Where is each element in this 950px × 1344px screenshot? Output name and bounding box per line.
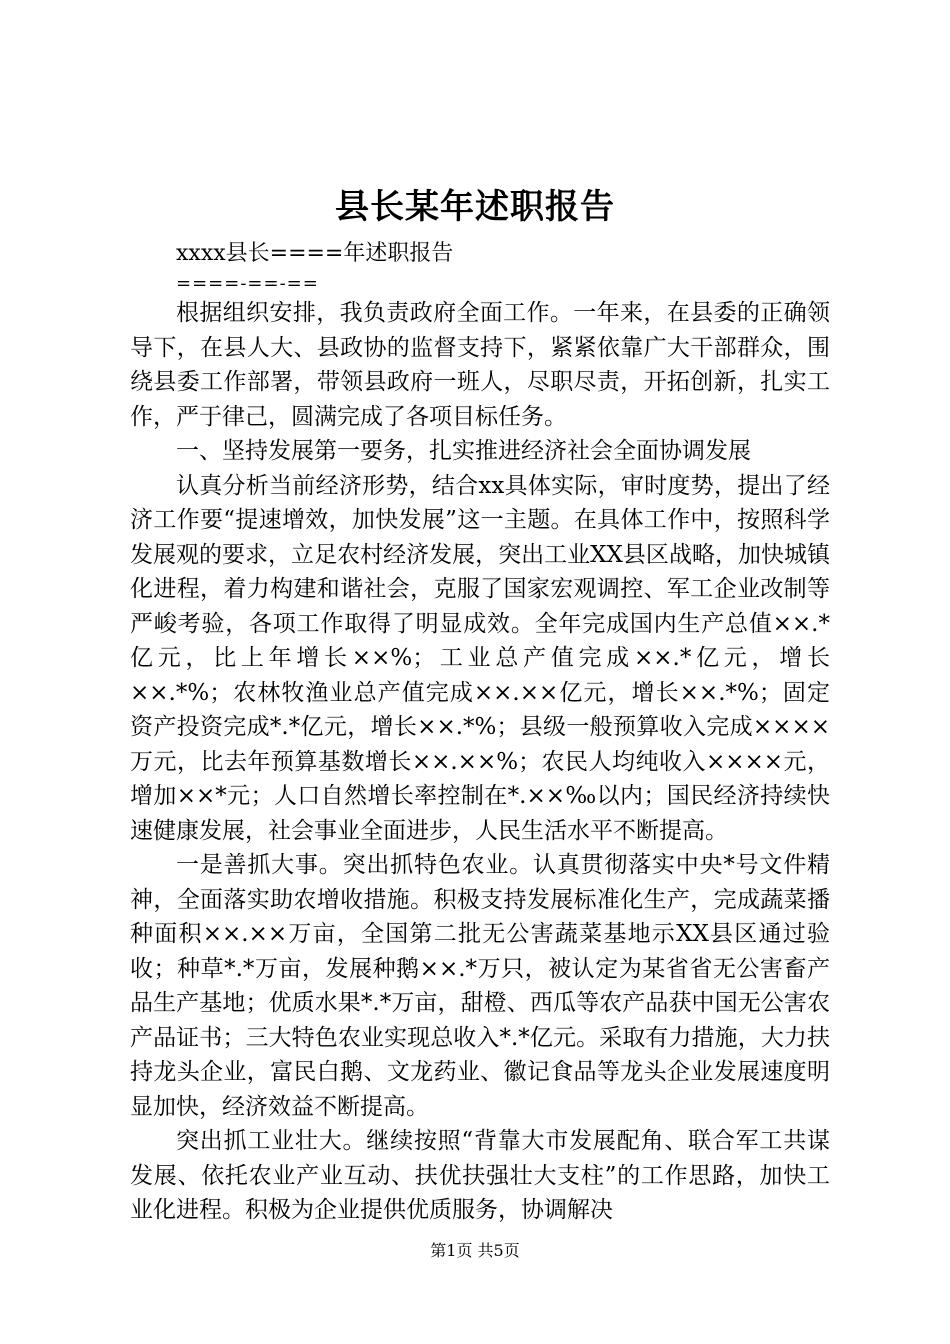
- document-title: 县长某年述职报告: [335, 187, 615, 227]
- paragraph-industry: 突出抓工业壮大。继续按照“背靠大市发展配角、联合军工共谋发展、依托农业产业互动、扶优扶强壮大支柱”的工作思路，加快工业化进程。积极为企业提供优质服务，协调解决: [130, 1128, 830, 1223]
- paragraph-agriculture: 一是善抓大事。突出抓特色农业。认真贯彻落实中央*号文件精神，全面落实助农增收措施。积极支持发展标准化生产，完成蔬菜播种面积××.××万亩，全国第二批无公害蔬菜基地示XX县区通过验收；种草*.*万亩，发展种鹅××.*万只，被认定为某省省无公害畜产品生产基地；优质水果*.*万亩，甜橙、西瓜等农产品获中国无公害农产品证书；三大特色农业实现总收入*.*亿元。采取有力措施，大力扶持龙头企业，富民白鹅、文龙药业、徽记食品等龙头企业发展速度明显加快，经济效益不断提高。: [130, 852, 830, 1120]
- paragraph-intro: 根据组织安排，我负责政府全面工作。一年来，在县委的正确领导下，在县人大、县政协的监督支持下，紧紧依靠广大干部群众，围绕县委工作部署，带领县政府一班人，尽职尽责，开拓创新，扎实工作，严于律己，圆满完成了各项目标任务。: [130, 300, 830, 430]
- page-number-footer: 第1页 共5页: [430, 1241, 520, 1260]
- document-body: [130, 296, 830, 1228]
- paragraph-economy: 认真分析当前经济形势，结合xx具体实际，审时度势，提出了经济工作要“提速增效，加快发展”这一主题。在具体工作中，按照科学发展观的要求，立足农村经济发展，突出工业XX县区战略，加快城镇化进程，着力构建和谐社会，克服了国家宏观调控、军工企业改制等严峻考验，各项工作取得了明显成效。全年完成国内生产总值××.*亿元，比上年增长××%；工业总产值完成××.*亿元，增长××.*%；农林牧渔业总产值完成××.××亿元，增长××.*%；固定资产投资完成*.*亿元，增长××.*%；县级一般预算收入完成××××万元，比去年预算基数增长××.××%；农民人均纯收入××××元，增加××*元；人口自然增长率控制在*.××‰以内；国民经济持续快速健康发展，社会事业全面进步，人民生活水平不断提高。: [130, 472, 830, 844]
- section-heading: 一、坚持发展第一要务，扎实推进经济社会全面协调发展: [176, 438, 751, 464]
- document-subtitle: xxxx县长====年述职报告: [176, 241, 454, 266]
- document-dateline: ====-==-==: [176, 273, 319, 294]
